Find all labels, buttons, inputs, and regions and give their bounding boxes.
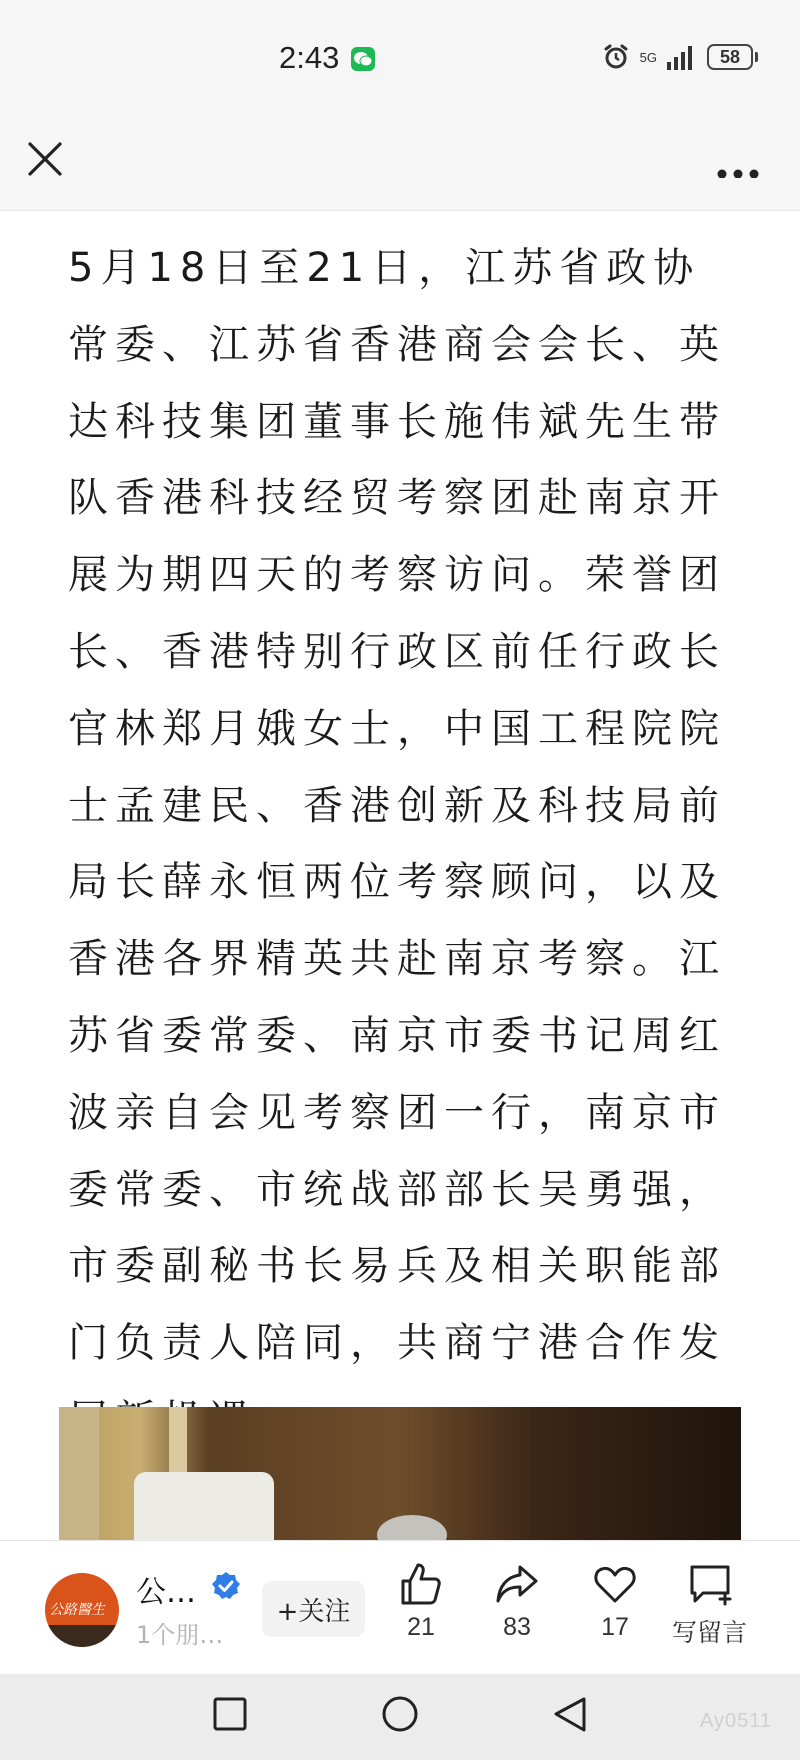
heart-icon [592, 1561, 638, 1607]
bottom-action-bar [0, 1540, 800, 1675]
share-arrow-icon [494, 1561, 540, 1607]
photo-teacup [134, 1472, 274, 1540]
share-count: 83 [503, 1613, 531, 1641]
battery-cap [755, 52, 758, 62]
share-button[interactable] [494, 1561, 540, 1642]
home-icon[interactable] [381, 1696, 419, 1734]
system-navigation-bar [0, 1674, 800, 1760]
write-comment-button[interactable] [672, 1561, 747, 1649]
avatar-band [45, 1625, 119, 1647]
thumbs-up-icon [398, 1561, 444, 1607]
status-bar [0, 0, 800, 120]
article-body: 5月18日至21日，江苏省政协常委、江苏省香港商会会长、英达科技集团董事长施伟斌先生带队香港科技经贸考察团赴南京开展为期四天的考察访问。荣誉团长、香港特别行政区前任行政长官林郑月娥女士，中国工程院院士孟建民、香港创新及科技局前局长薛永恒两位考察顾问，以及香港各界精英共赴南京考察。江苏省委常委、南京市委书记周红波亲自会见考察团一行，南京市委常委、市统战部部长吴勇强，市委副秘书长易兵及相关职能部门负责人陪同，共商宁港合作发 [68, 245, 726, 1367]
comment-icon [687, 1561, 733, 1607]
close-icon[interactable] [22, 136, 70, 184]
more-options-icon[interactable] [714, 138, 762, 178]
photo-screen-panel [59, 1407, 99, 1540]
signal-strength-icon [667, 44, 697, 70]
status-time: 2:43 [279, 40, 340, 75]
top-nav [0, 120, 800, 211]
author-avatar[interactable] [45, 1573, 119, 1647]
back-icon[interactable] [552, 1696, 588, 1734]
favorite-count: 17 [601, 1613, 629, 1641]
verified-badge-icon [211, 1571, 241, 1601]
author-name[interactable]: 公… [136, 1575, 196, 1610]
write-comment-label: 写留言 [672, 1618, 748, 1647]
author-subtitle: 1个朋… [136, 1621, 224, 1649]
like-count: 21 [407, 1613, 435, 1641]
battery-level: 58 [719, 46, 741, 67]
like-button[interactable] [398, 1561, 444, 1642]
follow-button[interactable]: +关注 [262, 1581, 365, 1637]
network-type: 5G [639, 49, 657, 65]
favorite-button[interactable] [592, 1561, 638, 1642]
recent-apps-icon[interactable] [212, 1696, 248, 1732]
photo-person-head [377, 1515, 447, 1540]
avatar-logo-text: 公路醫生 [49, 1602, 105, 1618]
watermark: Ay0511 [700, 1710, 772, 1732]
status-indicators [602, 43, 758, 71]
article-photo[interactable] [59, 1407, 741, 1540]
alarm-icon [602, 43, 630, 71]
wechat-notification-icon [351, 47, 375, 71]
battery-icon [707, 44, 753, 70]
